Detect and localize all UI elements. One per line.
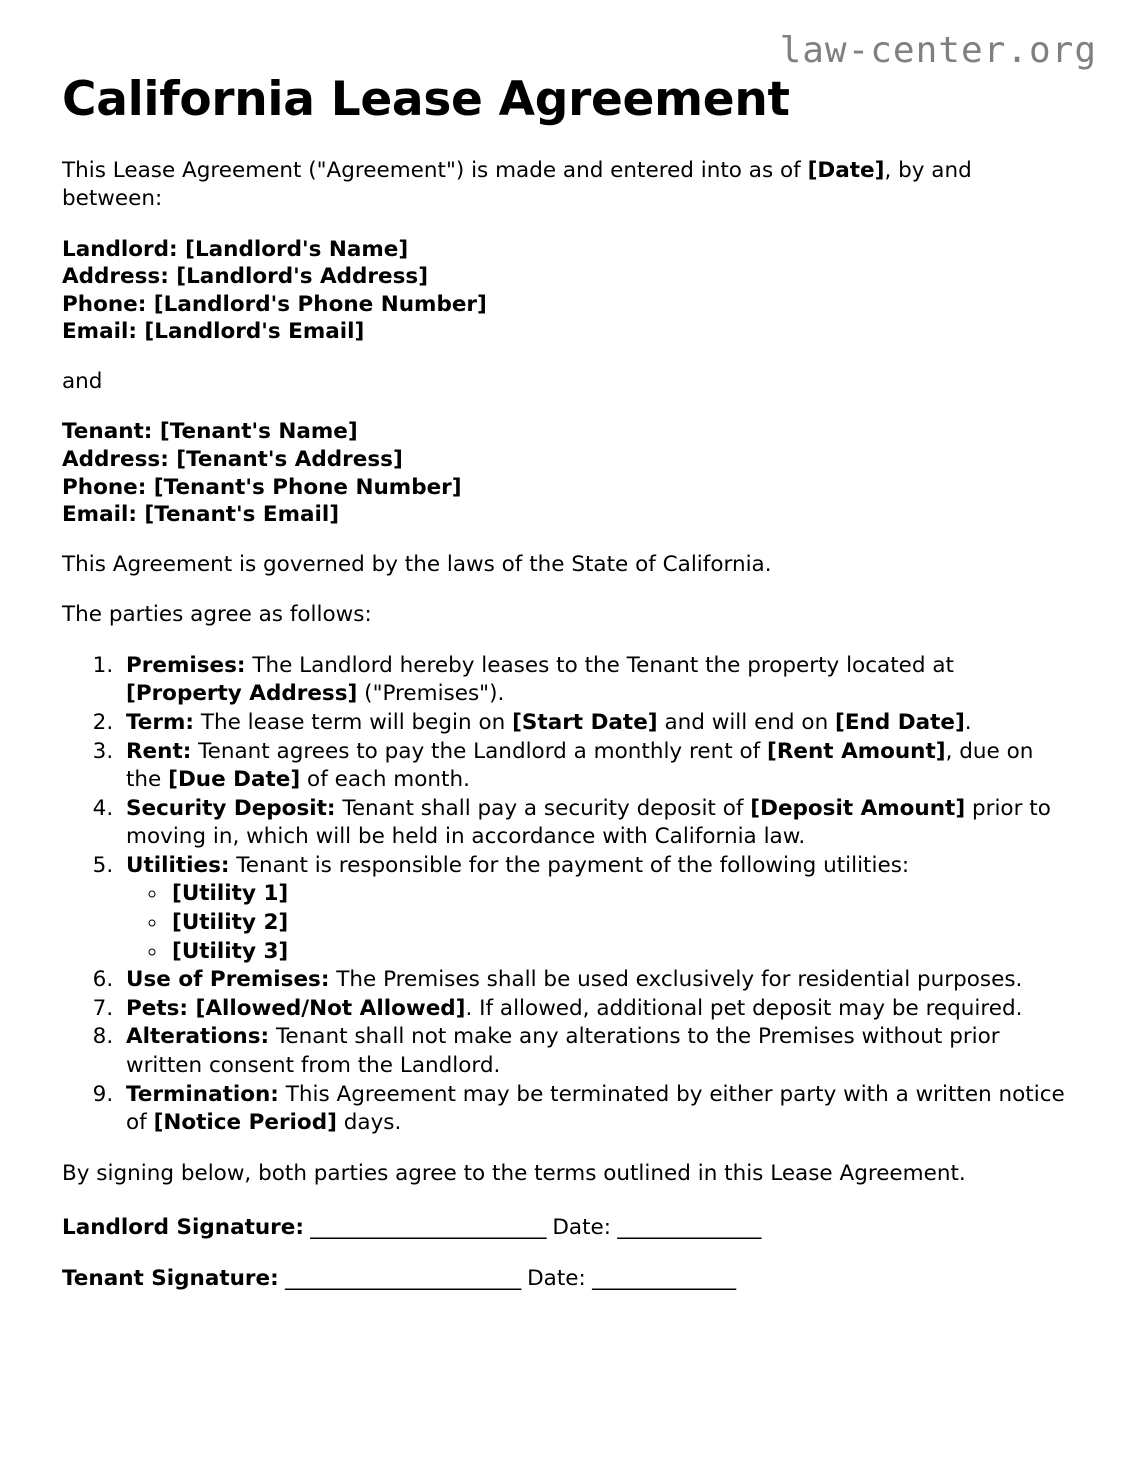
- tenant-signature-line[interactable]: _______________________: [278, 1266, 528, 1291]
- term-bold-placeholder-2: [End Date]: [835, 709, 965, 735]
- closing-paragraph: By signing below, both parties agree to the terms outlined in this Lease Agreement.: [62, 1160, 966, 1186]
- tenant-email-line: Email: [Tenant's Email]: [62, 502, 340, 528]
- terms-list: [62, 652, 1072, 1138]
- intro-text-after: , by and between:: [62, 157, 972, 212]
- tenant-signature-row: [62, 1265, 1072, 1294]
- tenant-date-line[interactable]: ______________: [585, 1266, 736, 1291]
- term-bold-placeholder: [Rent Amount]: [767, 738, 946, 764]
- document-content: [62, 74, 1072, 1316]
- term-body: Tenant shall pay a security deposit of: [335, 795, 751, 821]
- agree-lead-in-paragraph: The parties agree as follows:: [62, 602, 372, 628]
- tenant-block: [62, 418, 1072, 528]
- page-title: California Lease Agreement: [62, 72, 790, 127]
- landlord-date-line[interactable]: ______________: [611, 1215, 761, 1241]
- term-label: Premises:: [126, 652, 246, 678]
- term-body: The Premises shall be used exclusively for residential purposes.: [329, 967, 1023, 993]
- term-label: Pets: [Allowed/Not Allowed]: [126, 995, 466, 1021]
- term-label: Security Deposit:: [126, 795, 336, 821]
- term-body: This Agreement may be terminated by either party with a written notice of: [126, 1081, 1065, 1136]
- governing-law-paragraph: This Agreement is governed by the laws of the State of California.: [62, 551, 772, 577]
- landlord-signature-label: Landlord Signature:: [62, 1215, 304, 1241]
- tenant-date-label: Date:: [527, 1266, 586, 1291]
- intro-paragraph: [62, 157, 1072, 214]
- term-body-2: prior to moving in, which will be held in accordance with California law.: [126, 795, 1051, 850]
- term-label: Term:: [126, 709, 194, 735]
- landlord-name-line: Landlord: [Landlord's Name]: [62, 236, 409, 262]
- term-item: [120, 1023, 1072, 1080]
- utilities-sublist: [126, 880, 1072, 966]
- term-item: [120, 709, 1072, 738]
- term-body: Tenant is responsible for the payment of the following utilities:: [229, 852, 910, 878]
- term-item: [120, 738, 1072, 795]
- landlord-email-line: Email: [Landlord's Email]: [62, 319, 365, 345]
- tenant-phone-line: Phone: [Tenant's Phone Number]: [62, 474, 462, 500]
- landlord-address-line: Address: [Landlord's Address]: [62, 264, 429, 290]
- landlord-phone-line: Phone: [Landlord's Phone Number]: [62, 291, 487, 317]
- term-label: Alterations:: [126, 1024, 270, 1050]
- term-item: [120, 795, 1072, 852]
- utility-item: ◦ [Utility 3]: [168, 938, 1072, 967]
- term-body-3: .: [964, 709, 972, 735]
- term-body: Tenant shall not make any alterations to the Premises without prior written consent from the Landlord.: [126, 1024, 1000, 1079]
- term-item: [120, 1081, 1072, 1138]
- term-body: . If allowed, additional pet deposit may be required.: [465, 995, 1023, 1021]
- term-body-2: days.: [336, 1110, 402, 1136]
- term-label: Use of Premises:: [126, 967, 330, 993]
- term-bold-placeholder: [Deposit Amount]: [750, 795, 966, 821]
- landlord-date-label: Date:: [552, 1215, 612, 1241]
- tenant-name-line: Tenant: [Tenant's Name]: [62, 419, 358, 445]
- term-body: Tenant agrees to pay the Landlord a monthly rent of: [191, 738, 768, 764]
- term-body-2: and will end on: [657, 709, 836, 735]
- term-body-2: ("Premises").: [357, 681, 505, 707]
- term-bold-placeholder: [Start Date]: [512, 709, 658, 735]
- term-bold-placeholder-2: [Due Date]: [168, 767, 301, 793]
- intro-date-placeholder: [Date]: [807, 157, 885, 183]
- term-body: The Landlord hereby leases to the Tenant the property located at: [245, 652, 954, 678]
- landlord-signature-line[interactable]: _______________________: [303, 1215, 553, 1241]
- term-item: [120, 652, 1072, 709]
- utility-item: ◦ [Utility 1]: [168, 880, 1072, 909]
- term-label: Rent:: [126, 738, 192, 764]
- intro-text-before: This Lease Agreement ("Agreement") is made and entered into as of: [62, 157, 808, 183]
- landlord-signature-row: [62, 1214, 1072, 1243]
- term-label: Utilities:: [126, 852, 230, 878]
- term-item: [120, 995, 1072, 1024]
- site-watermark: law-center.org: [779, 30, 1097, 71]
- term-body-2: , due on the: [126, 738, 1034, 793]
- party-separator: and: [62, 368, 103, 394]
- term-item-utilities: [120, 852, 1072, 966]
- tenant-address-line: Address: [Tenant's Address]: [62, 446, 403, 472]
- term-bold-placeholder: [Property Address]: [126, 681, 358, 707]
- term-label: Termination:: [126, 1081, 279, 1107]
- tenant-signature-label: Tenant Signature:: [62, 1266, 279, 1291]
- term-bold-placeholder: [Notice Period]: [153, 1110, 337, 1136]
- term-item: [120, 966, 1072, 995]
- term-body: The lease term will begin on: [194, 709, 513, 735]
- term-body-3: of each month.: [300, 767, 470, 793]
- landlord-block: [62, 236, 1072, 346]
- utility-item: ◦ [Utility 2]: [168, 909, 1072, 938]
